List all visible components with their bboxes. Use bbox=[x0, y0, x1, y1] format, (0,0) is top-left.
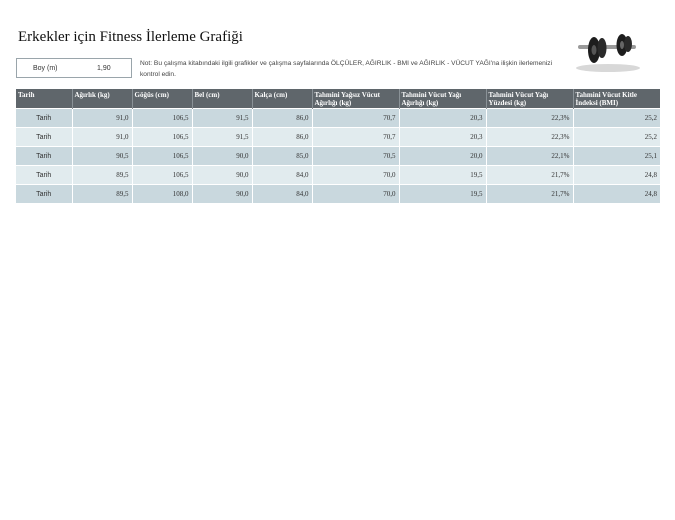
height-value[interactable]: 1,90 bbox=[97, 65, 111, 72]
table-cell[interactable]: 20,3 bbox=[399, 109, 486, 128]
table-cell[interactable]: 21,7% bbox=[486, 185, 573, 204]
table-row bbox=[16, 109, 660, 128]
table-cell[interactable]: 108,0 bbox=[132, 185, 192, 204]
column-header[interactable]: Kalça (cm) bbox=[252, 89, 312, 109]
table-cell[interactable]: 106,5 bbox=[132, 166, 192, 185]
table-cell[interactable]: 85,0 bbox=[252, 147, 312, 166]
table-cell[interactable]: 91,0 bbox=[72, 109, 132, 128]
table-cell[interactable]: 89,5 bbox=[72, 166, 132, 185]
table-cell[interactable]: 84,0 bbox=[252, 166, 312, 185]
table-cell[interactable]: 91,5 bbox=[192, 128, 252, 147]
table-cell[interactable]: 91,0 bbox=[72, 128, 132, 147]
table-cell[interactable]: 90,5 bbox=[72, 147, 132, 166]
table-cell[interactable]: Tarih bbox=[16, 166, 72, 185]
table-cell[interactable]: 90,0 bbox=[192, 147, 252, 166]
table-cell[interactable]: Tarih bbox=[16, 128, 72, 147]
table-cell[interactable]: Tarih bbox=[16, 147, 72, 166]
fitness-table bbox=[16, 89, 660, 203]
table-cell[interactable]: 24,8 bbox=[573, 166, 660, 185]
table-cell[interactable]: 22,3% bbox=[486, 109, 573, 128]
table-cell[interactable]: 25,2 bbox=[573, 109, 660, 128]
note-text: Not: Bu çalışma kitabındaki ilgili grafikler ve çalışma sayfalarında ÖLÇÜLER, AĞIRLIK - BMI ve AĞIRLIK - VÜCUT YAĞI'na ilişkin ilerlemenizi kontrol edin. bbox=[140, 60, 553, 78]
table-row bbox=[16, 166, 660, 185]
table-cell[interactable]: 22,3% bbox=[486, 128, 573, 147]
table-cell[interactable]: 86,0 bbox=[252, 128, 312, 147]
table-cell[interactable]: 70,7 bbox=[312, 109, 399, 128]
column-header[interactable]: Tahmini Vücut Kitle İndeksi (BMI) bbox=[573, 89, 660, 109]
table-cell[interactable]: 106,5 bbox=[132, 128, 192, 147]
table-cell[interactable]: 90,0 bbox=[192, 185, 252, 204]
table-cell[interactable]: 106,5 bbox=[132, 147, 192, 166]
table-cell[interactable]: Tarih bbox=[16, 109, 72, 128]
table-cell[interactable]: 24,8 bbox=[573, 185, 660, 204]
column-header[interactable]: Tahmini Vücut Yağı Ağırlığı (kg) bbox=[399, 89, 486, 109]
height-field[interactable] bbox=[16, 58, 132, 78]
table-cell[interactable]: 19,5 bbox=[399, 185, 486, 204]
table-cell[interactable]: 91,5 bbox=[192, 109, 252, 128]
page-title: Erkekler için Fitness İlerleme Grafiği bbox=[18, 29, 243, 45]
dumbbell-icon bbox=[572, 28, 642, 74]
table-header-row bbox=[16, 89, 660, 109]
table-cell[interactable]: 90,0 bbox=[192, 166, 252, 185]
table-row bbox=[16, 185, 660, 204]
table-cell[interactable]: 22,1% bbox=[486, 147, 573, 166]
column-header[interactable]: Tahmini Yağsız Vücut Ağırlığı (kg) bbox=[312, 89, 399, 109]
table-cell[interactable]: 106,5 bbox=[132, 109, 192, 128]
table-cell[interactable]: 86,0 bbox=[252, 109, 312, 128]
column-header[interactable]: Ağırlık (kg) bbox=[72, 89, 132, 109]
table-cell[interactable]: 25,2 bbox=[573, 128, 660, 147]
table-cell[interactable]: 25,1 bbox=[573, 147, 660, 166]
column-header[interactable]: Tarih bbox=[16, 89, 72, 109]
table-cell[interactable]: 20,3 bbox=[399, 128, 486, 147]
table-row bbox=[16, 128, 660, 147]
table-cell[interactable]: 21,7% bbox=[486, 166, 573, 185]
column-header[interactable]: Göğüs (cm) bbox=[132, 89, 192, 109]
column-header[interactable]: Bel (cm) bbox=[192, 89, 252, 109]
table-cell[interactable]: 70,7 bbox=[312, 128, 399, 147]
table-cell[interactable]: 19,5 bbox=[399, 166, 486, 185]
table-cell[interactable]: 70,5 bbox=[312, 147, 399, 166]
table-cell[interactable]: 20,0 bbox=[399, 147, 486, 166]
column-header[interactable]: Tahmini Vücut Yağı Yüzdesi (kg) bbox=[486, 89, 573, 109]
table-cell[interactable]: 89,5 bbox=[72, 185, 132, 204]
table-cell[interactable]: 84,0 bbox=[252, 185, 312, 204]
table-cell[interactable]: 70,0 bbox=[312, 185, 399, 204]
table-row bbox=[16, 147, 660, 166]
table-cell[interactable]: 70,0 bbox=[312, 166, 399, 185]
table-cell[interactable]: Tarih bbox=[16, 185, 72, 204]
height-label: Boy (m) bbox=[33, 65, 58, 72]
